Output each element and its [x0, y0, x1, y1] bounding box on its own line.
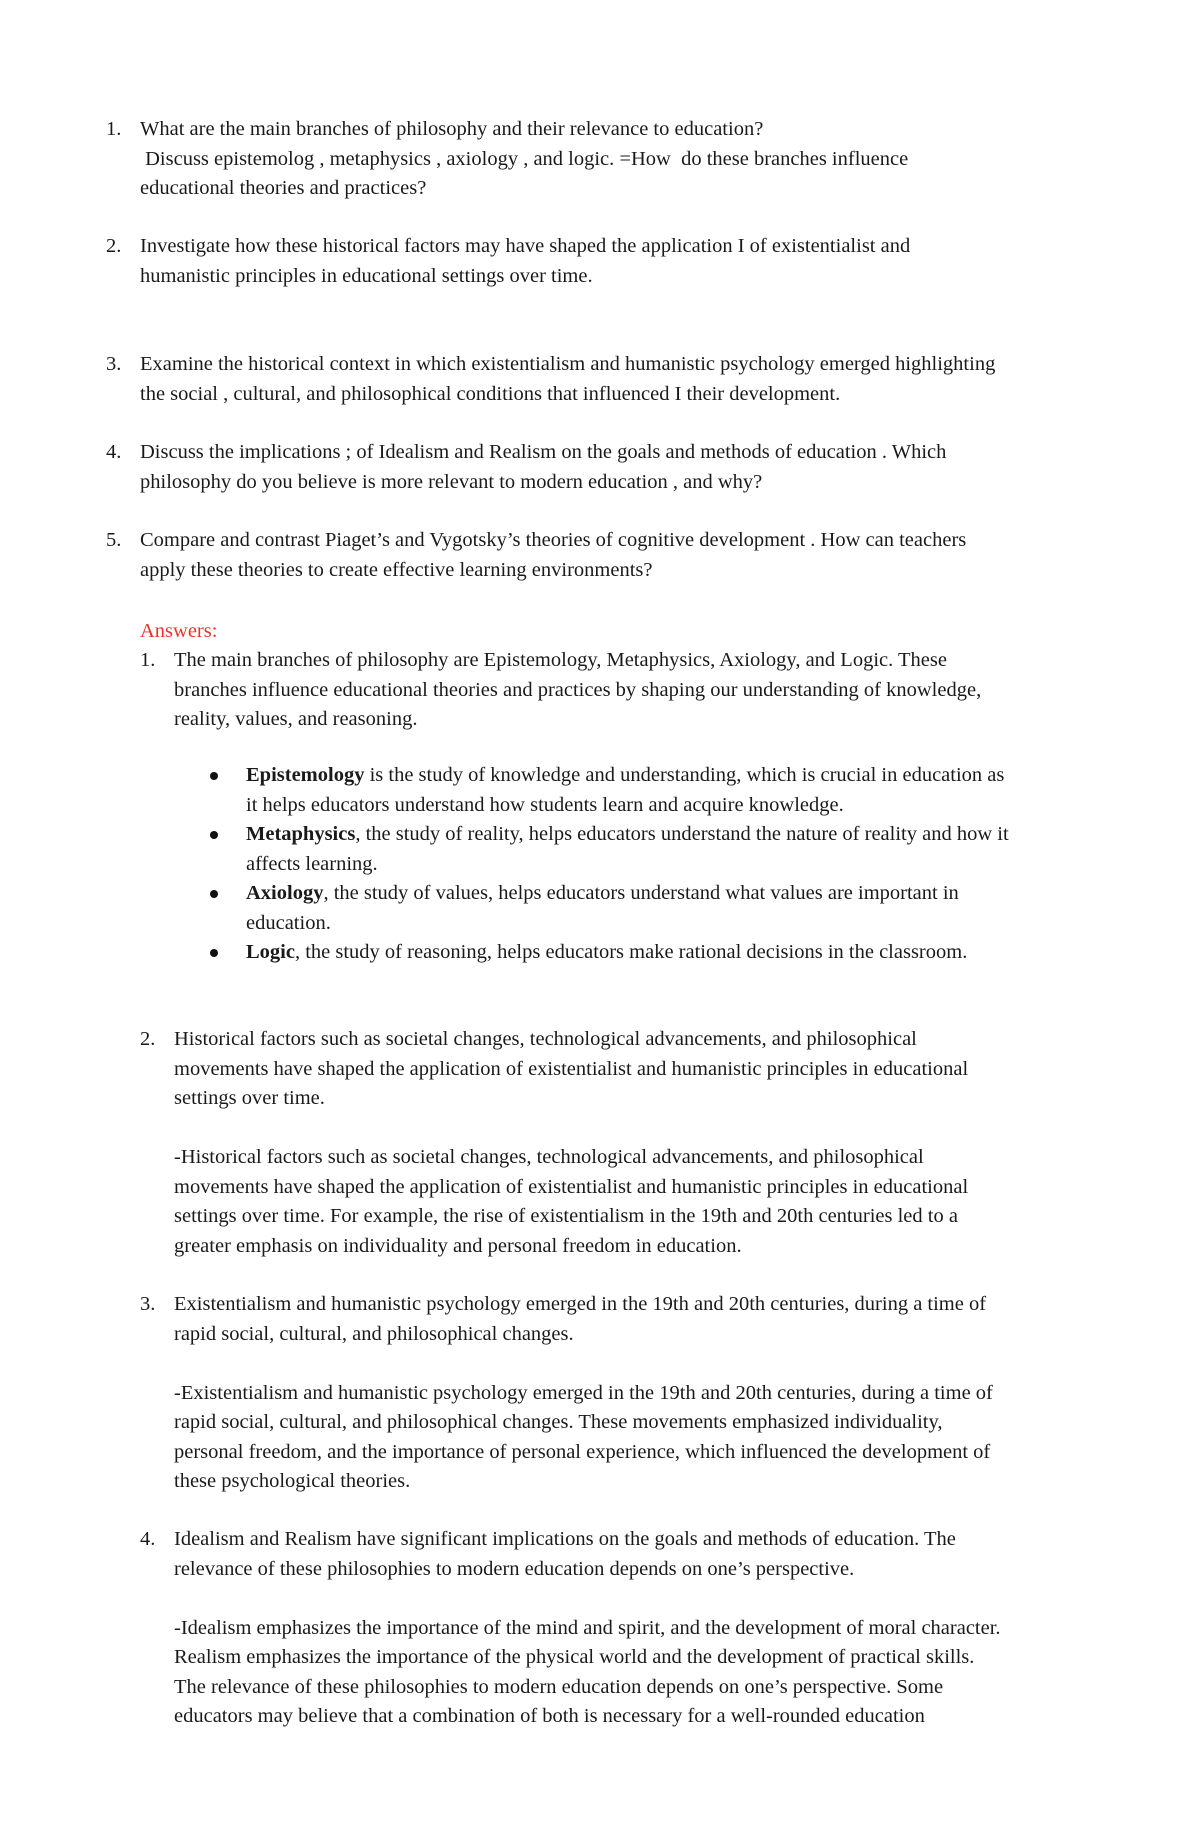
answer-3	[140, 1290, 1140, 1497]
question-line: Discuss the implications ; of Idealism and Realism on the goals and methods of education . Which	[140, 441, 947, 463]
bullet-text: , the study of reality, helps educators understand the nature of reality and how it	[355, 823, 1009, 845]
answer-line: movements have shaped the application of existentialist and humanistic principles in educational	[174, 1175, 969, 1198]
bullet-item	[210, 879, 1140, 938]
question-5	[106, 526, 1136, 585]
answer-line: greater emphasis on individuality and personal freedom in education.	[174, 1234, 742, 1257]
question-number: 4.	[106, 441, 122, 463]
answer-line: educators may believe that a combination of both is necessary for a well-rounded education	[174, 1705, 925, 1727]
question-line: Compare and contrast Piaget’s and Vygotsky’s theories of cognitive development . How can teachers	[140, 529, 967, 551]
question-number: 1.	[106, 118, 122, 140]
bullet-text: affects learning.	[246, 852, 378, 875]
question-1	[106, 115, 1136, 204]
bullet-term: Metaphysics	[246, 823, 356, 845]
question-4	[106, 438, 1136, 497]
answer-line: -Idealism emphasizes the importance of the mind and spirit, and the development of moral character.	[174, 1616, 1001, 1639]
question-line: philosophy do you believe is more relevant to modern education , and why?	[140, 470, 763, 493]
answer-paragraph	[174, 1614, 1140, 1732]
answer-line: Existentialism and humanistic psychology emerged in the 19th and 20th centuries, during a time of	[174, 1293, 987, 1315]
bullet-term: Logic	[246, 941, 295, 963]
question-line: Discuss epistemolog , metaphysics , axiology , and logic. =How do these branches influence	[140, 147, 909, 170]
answers-heading: Answers:	[140, 620, 218, 642]
question-line: the social , cultural, and philosophical conditions that influenced I their development.	[140, 382, 841, 405]
branch-bullet-list	[210, 761, 1140, 968]
question-line: apply these theories to create effective learning environments?	[140, 558, 653, 581]
bullet-text: , the study of values, helps educators understand what values are important in	[323, 882, 959, 904]
bullet-item	[210, 761, 1140, 820]
answer-line: these psychological theories.	[174, 1470, 411, 1492]
answer-2	[140, 1025, 1140, 1261]
answer-line: Realism emphasizes the importance of the physical world and the development of practical skills.	[174, 1646, 975, 1668]
answer-number: 3.	[140, 1293, 156, 1315]
answer-line: personal freedom, and the importance of personal experience, which influenced the development of	[174, 1440, 991, 1463]
answer-line: settings over time. For example, the rise of existentialism in the 19th and 20th centuries led to a	[174, 1205, 958, 1227]
bullet-item	[210, 820, 1140, 879]
answer-line: The main branches of philosophy are Epistemology, Metaphysics, Axiology, and Logic. These	[174, 649, 947, 671]
bullet-term: Epistemology	[246, 764, 365, 786]
answer-4	[140, 1525, 1140, 1732]
answer-line: rapid social, cultural, and philosophical changes. These movements emphasized individuality,	[174, 1411, 943, 1433]
bullet-icon	[210, 890, 218, 898]
answer-line: rapid social, cultural, and philosophical changes.	[174, 1322, 574, 1345]
answer-paragraph	[174, 1379, 1140, 1497]
answer-line: relevance of these philosophies to modern education depends on one’s perspective.	[174, 1557, 855, 1580]
bullet-icon	[210, 831, 218, 839]
bullet-text: it helps educators understand how students learn and acquire knowledge.	[246, 793, 844, 816]
bullet-text: , the study of reasoning, helps educators make rational decisions in the classroom.	[294, 941, 968, 963]
question-line: Investigate how these historical factors may have shaped the application I of existentialist and	[140, 235, 911, 257]
bullet-text: is the study of knowledge and understanding, which is crucial in education as	[364, 764, 1005, 786]
answer-1	[140, 646, 1140, 735]
answer-number: 2.	[140, 1028, 156, 1050]
bullet-text: education.	[246, 911, 331, 934]
answer-line: branches influence educational theories and practices by shaping our understanding of knowledge,	[174, 678, 982, 701]
answer-number: 1.	[140, 649, 156, 671]
answer-paragraph	[174, 1143, 1140, 1261]
question-number: 3.	[106, 353, 122, 375]
question-number: 2.	[106, 235, 122, 257]
bullet-icon	[210, 772, 218, 780]
question-line: humanistic principles in educational settings over time.	[140, 264, 593, 287]
answer-line: -Historical factors such as societal changes, technological advancements, and philosophical	[174, 1146, 924, 1168]
answer-line: Idealism and Realism have significant implications on the goals and methods of education. The	[174, 1528, 956, 1550]
question-line: What are the main branches of philosophy and their relevance to education?	[140, 118, 764, 140]
bullet-term: Axiology	[246, 882, 324, 904]
answer-number: 4.	[140, 1528, 156, 1550]
answer-line: Historical factors such as societal changes, technological advancements, and philosophical	[174, 1028, 917, 1050]
bullet-icon	[210, 949, 218, 957]
question-line: educational theories and practices?	[140, 177, 427, 199]
answer-line: settings over time.	[174, 1087, 325, 1109]
answer-line: reality, values, and reasoning.	[174, 708, 418, 730]
question-3	[106, 350, 1136, 409]
question-number: 5.	[106, 529, 122, 551]
answer-line: -Existentialism and humanistic psychology emerged in the 19th and 20th centuries, during a time of	[174, 1381, 993, 1404]
answer-line: movements have shaped the application of existentialist and humanistic principles in educational	[174, 1057, 969, 1080]
question-line: Examine the historical context in which existentialism and humanistic psychology emerged highlighting	[140, 353, 996, 375]
question-2	[106, 232, 1136, 291]
bullet-item	[210, 938, 1140, 968]
answer-line: The relevance of these philosophies to modern education depends on one’s perspective. Some	[174, 1675, 944, 1698]
